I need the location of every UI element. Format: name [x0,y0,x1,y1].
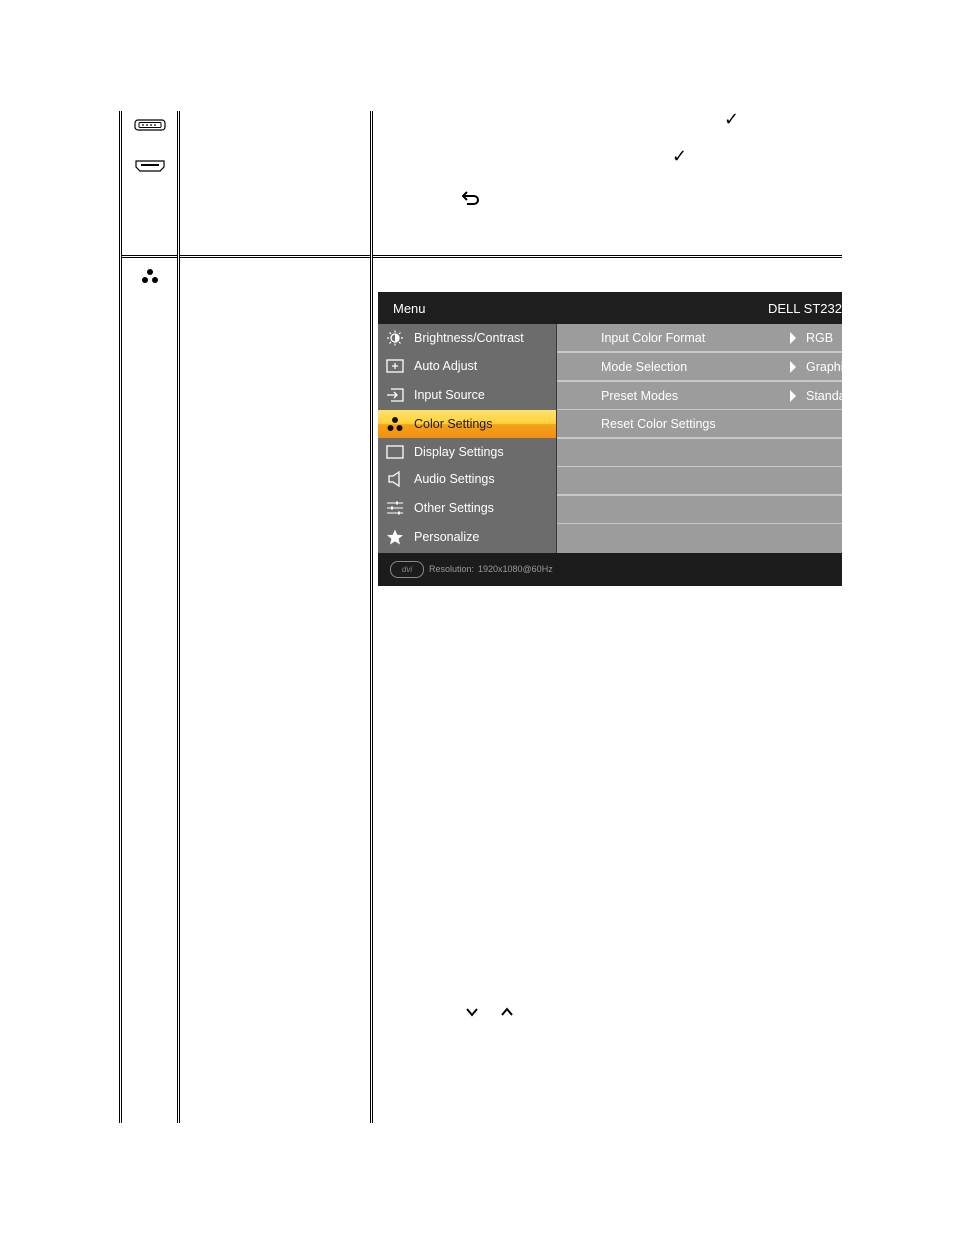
menu-item-label: Personalize [414,530,480,544]
menu-item-label: Brightness/Contrast [414,331,524,345]
menu-item-auto-adjust[interactable] [378,352,556,380]
submenu-label: Input Color Format [601,331,706,345]
auto-adjust-icon [386,358,404,374]
submenu-input-color-format[interactable] [557,324,842,353]
menu-item-brightness-contrast[interactable] [378,324,556,352]
submenu-mode-selection[interactable] [557,353,857,382]
menu-item-color-settings[interactable] [378,410,556,438]
up-arrow-icon [500,1006,514,1018]
column-divider-1b [179,111,180,1123]
sliders-icon [386,500,404,516]
osd-title: Menu [393,301,426,316]
menu-item-display-settings[interactable] [378,438,556,466]
submenu-value: Graphics [806,360,857,374]
menu-item-label: Other Settings [414,501,494,515]
speaker-icon [386,471,404,487]
arrow-right-icon [790,361,796,373]
menu-item-label: Display Settings [414,445,504,459]
osd-model-name: DELL ST2320 [768,301,850,316]
submenu-value: Standard [806,389,857,403]
table-left-border-inner [121,111,122,1123]
brightness-icon [386,330,404,346]
submenu-empty-row [557,496,842,525]
color-settings-icon [386,416,404,432]
menu-item-input-source[interactable] [378,381,556,409]
osd-main-menu [378,324,556,553]
osd-menu-screenshot [378,292,857,586]
resolution-value: 1920x1080@60Hz [478,564,553,574]
vga-connector-icon [134,119,166,131]
arrow-right-icon [790,332,796,344]
submenu-empty-row [557,439,842,468]
input-source-icon [386,387,404,403]
column-divider-2a [370,111,371,1123]
osd-status-bar [378,553,842,586]
column-divider-2b [372,111,373,1123]
hdmi-connector-icon [135,160,165,172]
menu-item-label: Auto Adjust [414,359,478,373]
menu-item-label: Audio Settings [414,472,495,486]
color-settings-icon [141,268,159,284]
submenu-label: Preset Modes [601,389,679,403]
row-divider-f [372,257,842,258]
dvi-logo: dvi [390,561,424,578]
back-arrow-icon [461,189,481,205]
submenu-reset-color-settings[interactable] [557,410,842,439]
check-mark-icon: ✓ [724,109,740,130]
row-divider-c [179,255,371,256]
row-divider-e [372,255,842,256]
arrow-right-icon [790,390,796,402]
submenu-label: Reset Color Settings [601,417,716,431]
menu-item-label: Input Source [414,388,485,402]
row-divider-a [121,255,178,256]
row-divider-b [121,257,178,258]
menu-item-personalize[interactable] [378,523,556,551]
submenu-empty-row [557,524,842,553]
down-arrow-icon [465,1006,479,1018]
star-icon [386,529,404,545]
menu-item-label: Color Settings [414,417,493,431]
submenu-label: Mode Selection [601,360,688,374]
row-divider-d [179,257,371,258]
display-icon [386,444,404,460]
column-divider-1a [177,111,178,1123]
table-left-border-outer [119,111,120,1123]
resolution-label: Resolution: [429,564,475,574]
submenu-preset-modes[interactable] [557,382,857,411]
check-mark-icon: ✓ [672,146,688,167]
submenu-empty-row [557,467,842,496]
menu-item-other-settings[interactable] [378,494,556,522]
osd-header [378,292,850,324]
menu-item-audio-settings[interactable] [378,465,556,493]
submenu-value: RGB [806,331,834,345]
